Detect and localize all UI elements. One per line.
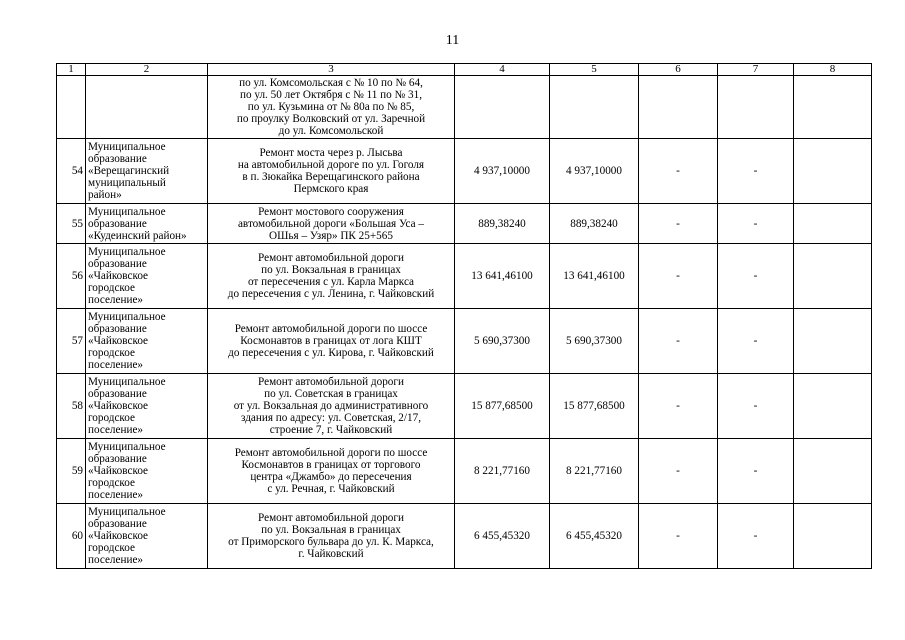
cell-empty — [794, 374, 872, 439]
cell-amount: 5 690,37300 — [455, 309, 550, 374]
desc-line: автомобильной дороги «Большая Уса – — [237, 217, 425, 230]
cell-org — [86, 439, 208, 504]
cell-amount: 6 455,45320 — [550, 504, 639, 569]
cell-dash: - — [718, 439, 794, 504]
column-header: 4 — [455, 64, 550, 76]
cell-empty — [794, 504, 872, 569]
org-line: образование — [88, 258, 147, 270]
desc-line: на автомобильной дороге по ул. Гоголя — [237, 159, 425, 171]
org-line: район» — [88, 189, 122, 201]
desc-line: г. Чайковский — [298, 548, 364, 560]
desc-line: до пересечения с ул. Ленина, г. Чайковский — [227, 288, 435, 300]
table-row — [57, 504, 872, 569]
org-line: Муниципальное — [88, 506, 166, 518]
cell-org — [86, 76, 208, 139]
cell-desc — [208, 309, 455, 374]
table-row — [57, 309, 872, 374]
cell-org — [86, 309, 208, 374]
org-line: образование — [88, 323, 147, 335]
desc-line: от пересечения с ул. Карла Маркса — [247, 276, 415, 288]
cell-empty — [794, 139, 872, 204]
org-line: поселение» — [88, 359, 144, 371]
desc-line: в п. Зюкайка Верещагинского района — [242, 171, 420, 183]
desc-line: по ул. Вокзальная в границах — [261, 524, 401, 536]
desc-line: Космонавтов в границах от торгового — [241, 459, 421, 471]
desc-line: Ремонт моста через р. Лысьва — [259, 147, 403, 159]
org-line: городское — [88, 282, 135, 294]
desc-line: ОШья – Узяр» ПК 25+565 — [269, 229, 393, 242]
cell-dash: - — [639, 309, 718, 374]
cell-amount: 15 877,68500 — [550, 374, 639, 439]
desc-line: Ремонт автомобильной дороги — [258, 376, 404, 388]
cell-dash: - — [718, 244, 794, 309]
org-line: поселение» — [88, 489, 144, 501]
table-row — [57, 374, 872, 439]
desc-line: от Приморского бульвара до ул. К. Маркса, — [228, 536, 434, 548]
cell-dash: - — [639, 504, 718, 569]
org-line: поселение» — [88, 424, 144, 436]
cell-amount: 8 221,77160 — [550, 439, 639, 504]
desc-line: Ремонт автомобильной дороги — [258, 512, 404, 524]
cell-amount: 889,38240 — [455, 204, 550, 244]
desc-line: с ул. Речная, г. Чайковский — [267, 483, 395, 495]
cell-amount: 13 641,46100 — [550, 244, 639, 309]
cell-desc — [208, 504, 455, 569]
cell-dash: - — [718, 374, 794, 439]
cell-desc — [208, 139, 455, 204]
desc-line: от ул. Вокзальная до административного — [233, 400, 429, 412]
org-line: городское — [88, 347, 135, 359]
cell-org — [86, 204, 208, 244]
column-header: 1 — [57, 64, 86, 76]
desc-line: Ремонт автомобильной дороги по шоссе — [234, 323, 428, 335]
cell-num: 54 — [57, 139, 86, 204]
table-row — [57, 139, 872, 204]
data-table — [56, 63, 872, 569]
cell-amount: 13 641,46100 — [455, 244, 550, 309]
org-line: муниципальный — [88, 177, 166, 189]
org-line: Муниципальное — [88, 376, 166, 388]
table-row — [57, 204, 872, 244]
desc-line: центра «Джамбо» до пересечения — [250, 471, 412, 483]
cell-num: 56 — [57, 244, 86, 309]
cell-num: 59 — [57, 439, 86, 504]
cell-empty — [794, 309, 872, 374]
cell-org — [86, 504, 208, 569]
column-header: 8 — [794, 64, 872, 76]
org-line: образование — [88, 453, 147, 465]
desc-line: до ул. Комсомольской — [278, 125, 384, 137]
cell-dash: - — [639, 204, 718, 244]
desc-line: по ул. Советская в границах — [264, 388, 398, 400]
org-line: Муниципальное — [88, 205, 166, 218]
cell-dash: - — [639, 374, 718, 439]
cell-desc — [208, 244, 455, 309]
desc-line: по ул. Кузьмина от № 80а по № 85, — [247, 101, 415, 113]
org-line: Муниципальное — [88, 441, 166, 453]
org-line: Муниципальное — [88, 141, 166, 153]
cell-amount — [455, 76, 550, 139]
cell-dash: - — [639, 244, 718, 309]
cell-desc — [208, 76, 455, 139]
org-line: Муниципальное — [88, 311, 166, 323]
desc-line: Ремонт автомобильной дороги — [258, 252, 404, 264]
org-line: поселение» — [88, 294, 144, 306]
cell-empty — [794, 204, 872, 244]
org-line: городское — [88, 412, 135, 424]
desc-line: Ремонт автомобильной дороги по шоссе — [234, 447, 428, 459]
desc-line: Пермского края — [293, 183, 369, 195]
cell-desc — [208, 374, 455, 439]
column-header-row — [57, 64, 872, 76]
cell-org — [86, 374, 208, 439]
cell-dash — [639, 76, 718, 139]
cell-desc — [208, 204, 455, 244]
cell-num — [57, 76, 86, 139]
desc-line: по проулку Волковский от ул. Заречной — [236, 113, 426, 125]
cell-dash: - — [718, 204, 794, 244]
org-line: Муниципальное — [88, 246, 166, 258]
cell-dash: - — [718, 309, 794, 374]
org-line: «Верещагинский — [88, 165, 170, 177]
cell-empty — [794, 76, 872, 139]
org-line: образование — [88, 153, 147, 165]
cell-amount: 889,38240 — [550, 204, 639, 244]
org-line: «Чайковское — [88, 530, 149, 542]
org-line: «Чайковское — [88, 400, 149, 412]
desc-line: строение 7, г. Чайковский — [269, 424, 393, 436]
page-number: 11 — [445, 33, 460, 48]
org-line: городское — [88, 477, 135, 489]
org-line: поселение» — [88, 554, 144, 566]
cell-amount: 4 937,10000 — [550, 139, 639, 204]
desc-line: до пересечения с ул. Кирова, г. Чайковский — [228, 347, 434, 359]
cell-org — [86, 139, 208, 204]
column-header: 6 — [639, 64, 718, 76]
org-line: городское — [88, 542, 135, 554]
column-header: 5 — [550, 64, 639, 76]
cell-amount — [550, 76, 639, 139]
org-line: образование — [88, 217, 147, 230]
cell-num: 57 — [57, 309, 86, 374]
cell-num: 55 — [57, 204, 86, 244]
desc-line: Космонавтов в границах от лога КШТ — [240, 335, 422, 347]
column-header: 2 — [86, 64, 208, 76]
desc-line: по ул. Комсомольская с № 10 по № 64, — [239, 77, 423, 89]
cell-num: 60 — [57, 504, 86, 569]
org-line: «Кудеинский район» — [88, 229, 187, 242]
org-line: образование — [88, 518, 147, 530]
column-header: 7 — [718, 64, 794, 76]
desc-line: по ул. 50 лет Октября с № 11 по № 31, — [240, 89, 422, 101]
cell-dash: - — [639, 139, 718, 204]
org-line: «Чайковское — [88, 465, 149, 477]
cell-dash: - — [639, 439, 718, 504]
table-row — [57, 244, 872, 309]
desc-line: здания по адресу: ул. Советская, 2/17, — [241, 412, 421, 424]
continuation-row — [57, 76, 872, 139]
cell-empty — [794, 244, 872, 309]
cell-amount: 8 221,77160 — [455, 439, 550, 504]
table-row — [57, 439, 872, 504]
cell-num: 58 — [57, 374, 86, 439]
column-header: 3 — [208, 64, 455, 76]
desc-line: Ремонт мостового сооружения — [258, 205, 404, 218]
org-line: образование — [88, 388, 147, 400]
cell-desc — [208, 439, 455, 504]
desc-line: по ул. Вокзальная в границах — [261, 264, 401, 276]
org-line: «Чайковское — [88, 270, 149, 282]
cell-amount: 4 937,10000 — [455, 139, 550, 204]
cell-amount: 6 455,45320 — [455, 504, 550, 569]
cell-amount: 15 877,68500 — [455, 374, 550, 439]
cell-dash — [718, 76, 794, 139]
org-line: «Чайковское — [88, 335, 149, 347]
cell-dash: - — [718, 504, 794, 569]
cell-dash: - — [718, 139, 794, 204]
cell-org — [86, 244, 208, 309]
cell-amount: 5 690,37300 — [550, 309, 639, 374]
cell-empty — [794, 439, 872, 504]
